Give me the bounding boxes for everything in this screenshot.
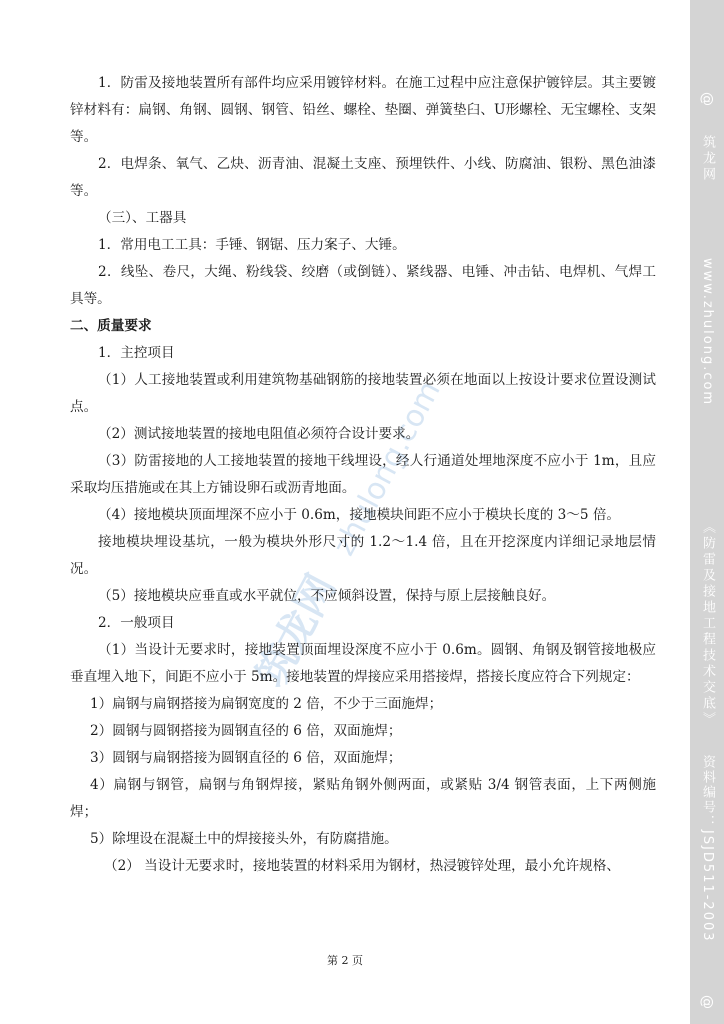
paragraph: 1．主控项目 xyxy=(98,345,175,361)
document-body xyxy=(70,70,656,880)
paragraph: 2．线坠、卷尺，大绳、粉线袋、绞磨（或倒链）、紧线器、电锤、冲击钻、电焊机、气焊工具等。 xyxy=(70,264,656,307)
section-heading: 二、质量要求 xyxy=(70,318,152,334)
paragraph: （三）、工器具 xyxy=(98,210,187,226)
paragraph: （2） 当设计无要求时，接地装置的材料采用为钢材，热浸镀锌处理，最小允许规格、 xyxy=(104,858,620,874)
site-url-text: www.zhulong.com xyxy=(700,258,715,407)
watermark-url-text: zhulong.com xyxy=(326,375,448,562)
page-number: 第 2 页 xyxy=(327,954,363,967)
list-item: 3）圆钢与扁钢搭接为圆钢直径的 6 倍，双面施焊； xyxy=(90,750,402,766)
paragraph: （2）测试接地装置的接地电阻值必须符合设计要求。 xyxy=(98,426,420,442)
at-symbol-bottom: @ xyxy=(699,995,715,1009)
paragraph: 1．常用电工工具：手锤、钢锯、压力案子、大锤。 xyxy=(98,237,406,253)
document-number-text: 资料编号：JSJD511-2003 xyxy=(700,755,715,943)
list-item: 1）扁钢与扁钢搭接为扁钢宽度的 2 倍，不少于三面施焊； xyxy=(90,696,443,712)
paragraph: （1）当设计无要求时，接地装置顶面埋设深度不应小于 0.6m。圆钢、角钢及钢管接地极应垂直埋入地下，间距不应小于 5m。接地装置的焊接应采用搭接焊，搭接长度应符合下列规定： xyxy=(70,642,656,685)
at-symbol-top: @ xyxy=(699,92,715,106)
paragraph: （1）人工接地装置或利用建筑物基础钢筋的接地装置必须在地面以上按设计要求位置设测试点。 xyxy=(70,372,656,415)
list-item: 5）除埋设在混凝土中的焊接接头外，有防腐措施。 xyxy=(90,831,398,847)
paragraph: 接地模块埋设基坑，一般为模块外形尺寸的 1.2～1.4 倍，且在开挖深度内详细记录地层情况。 xyxy=(70,534,656,577)
paragraph: 2．电焊条、氧气、乙炔、沥青油、混凝土支座、预埋铁件、小线、防腐油、银粉、黑色油漆等。 xyxy=(70,156,656,199)
paragraph: 2．一般项目 xyxy=(98,615,175,631)
list-item: 2）圆钢与圆钢搭接为圆钢直径的 6 倍，双面施焊； xyxy=(90,723,402,739)
paragraph: （3）防雷接地的人工接地装置的接地干线埋设，经人行通道处埋地深度不应小于 1m，且应采取均压措施或在其上方铺设卵石或沥青地面。 xyxy=(70,453,656,496)
list-item: 4）扁钢与钢管，扁钢与角钢焊接，紧贴角钢外侧两面，或紧贴 3/4 钢管表面，上下两侧施焊； xyxy=(70,777,656,820)
paragraph: （5）接地模块应垂直或水平就位，不应倾斜设置，保持与原上层接触良好。 xyxy=(98,588,556,604)
watermark-cn-text: 筑龙网 xyxy=(248,567,346,695)
sidebar-banner xyxy=(690,0,724,1024)
document-title-text: 《防雷及接地工程技术交底》 xyxy=(700,520,715,728)
paragraph: 1．防雷及接地装置所有部件均应采用镀锌材料。在施工过程中应注意保护镀锌层。其主要镀锌材料有：扁钢、角钢、圆钢、钢管、铅丝、螺栓、垫圈、弹簧垫臼、U形螺栓、无宝螺栓、支架等。 xyxy=(70,75,656,145)
brand-text: 筑龙网 xyxy=(700,135,715,183)
paragraph: （4）接地模块顶面埋深不应小于 0.6m，接地模块间距不应小于模块长度的 3～5 倍。 xyxy=(98,507,621,523)
